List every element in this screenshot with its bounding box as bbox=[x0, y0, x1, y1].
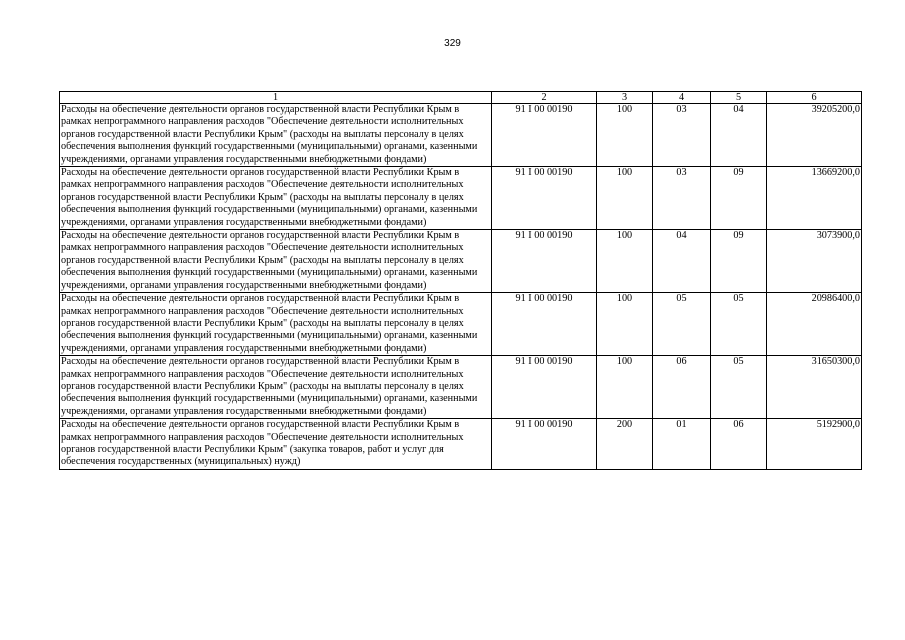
row-description: Расходы на обеспечение деятельности органов государственной власти Республики Крым в рамках непрограммного направления расходов "Обеспечение деятельности исполнительных органов государственной власти Республики Крым" (расходы на выплаты персоналу в целях обеспечения выполнения функций государственными (муниципальными) органами, казенными учреждениями, органами управления государственными внебюджетными фондами) bbox=[60, 293, 492, 356]
row-description: Расходы на обеспечение деятельности органов государственной власти Республики Крым в рамках непрограммного направления расходов "Обеспечение деятельности исполнительных органов государственной власти Республики Крым" (расходы на выплаты персоналу в целях обеспечения выполнения функций государственными (муниципальными) органами, казенными учреждениями, органами управления государственными внебюджетными фондами) bbox=[60, 167, 492, 230]
row-subsection: 09 bbox=[711, 230, 767, 293]
header-col-5: 5 bbox=[711, 92, 767, 104]
table-row bbox=[60, 167, 862, 230]
row-amount: 3073900,0 bbox=[767, 230, 862, 293]
row-section: 04 bbox=[653, 230, 711, 293]
table-row bbox=[60, 293, 862, 356]
row-subsection: 09 bbox=[711, 167, 767, 230]
row-expense-type: 200 bbox=[597, 419, 653, 470]
header-col-4: 4 bbox=[653, 92, 711, 104]
row-section: 03 bbox=[653, 167, 711, 230]
row-description: Расходы на обеспечение деятельности органов государственной власти Республики Крым в рамках непрограммного направления расходов "Обеспечение деятельности исполнительных органов государственной власти Республики Крым" (расходы на выплаты персоналу в целях обеспечения выполнения функций государственными (муниципальными) органами, казенными учреждениями, органами управления государственными внебюджетными фондами) bbox=[60, 356, 492, 419]
header-col-6: 6 bbox=[767, 92, 862, 104]
table-row bbox=[60, 230, 862, 293]
row-description: Расходы на обеспечение деятельности органов государственной власти Республики Крым в рамках непрограммного направления расходов "Обеспечение деятельности исполнительных органов государственной власти Республики Крым" (закупка товаров, работ и услуг для обеспечения государственных (муниципальных) нужд) bbox=[60, 419, 492, 470]
header-col-2: 2 bbox=[492, 92, 597, 104]
row-expense-type: 100 bbox=[597, 293, 653, 356]
row-amount: 31650300,0 bbox=[767, 356, 862, 419]
row-subsection: 05 bbox=[711, 356, 767, 419]
row-target-code: 91 I 00 00190 bbox=[492, 419, 597, 470]
row-target-code: 91 I 00 00190 bbox=[492, 104, 597, 167]
row-section: 05 bbox=[653, 293, 711, 356]
row-subsection: 04 bbox=[711, 104, 767, 167]
row-amount: 20986400,0 bbox=[767, 293, 862, 356]
row-expense-type: 100 bbox=[597, 167, 653, 230]
table-row bbox=[60, 356, 862, 419]
header-col-1: 1 bbox=[60, 92, 492, 104]
row-target-code: 91 I 00 00190 bbox=[492, 230, 597, 293]
row-section: 01 bbox=[653, 419, 711, 470]
row-target-code: 91 I 00 00190 bbox=[492, 293, 597, 356]
row-description: Расходы на обеспечение деятельности органов государственной власти Республики Крым в рамках непрограммного направления расходов "Обеспечение деятельности исполнительных органов государственной власти Республики Крым" (расходы на выплаты персоналу в целях обеспечения выполнения функций государственными (муниципальными) органами, казенными учреждениями, органами управления государственными внебюджетными фондами) bbox=[60, 104, 492, 167]
row-section: 03 bbox=[653, 104, 711, 167]
row-description: Расходы на обеспечение деятельности органов государственной власти Республики Крым в рамках непрограммного направления расходов "Обеспечение деятельности исполнительных органов государственной власти Республики Крым" (расходы на выплаты персоналу в целях обеспечения выполнения функций государственными (муниципальными) органами, казенными учреждениями, органами управления государственными внебюджетными фондами) bbox=[60, 230, 492, 293]
row-expense-type: 100 bbox=[597, 230, 653, 293]
row-amount: 5192900,0 bbox=[767, 419, 862, 470]
row-expense-type: 100 bbox=[597, 104, 653, 167]
table-row bbox=[60, 419, 862, 470]
row-expense-type: 100 bbox=[597, 356, 653, 419]
row-subsection: 05 bbox=[711, 293, 767, 356]
row-amount: 13669200,0 bbox=[767, 167, 862, 230]
row-section: 06 bbox=[653, 356, 711, 419]
header-col-3: 3 bbox=[597, 92, 653, 104]
table-row bbox=[60, 104, 862, 167]
row-target-code: 91 I 00 00190 bbox=[492, 167, 597, 230]
table-header-row bbox=[60, 92, 862, 104]
budget-table bbox=[59, 91, 862, 470]
page-number: 329 bbox=[444, 38, 461, 49]
row-amount: 39205200,0 bbox=[767, 104, 862, 167]
row-subsection: 06 bbox=[711, 419, 767, 470]
row-target-code: 91 I 00 00190 bbox=[492, 356, 597, 419]
